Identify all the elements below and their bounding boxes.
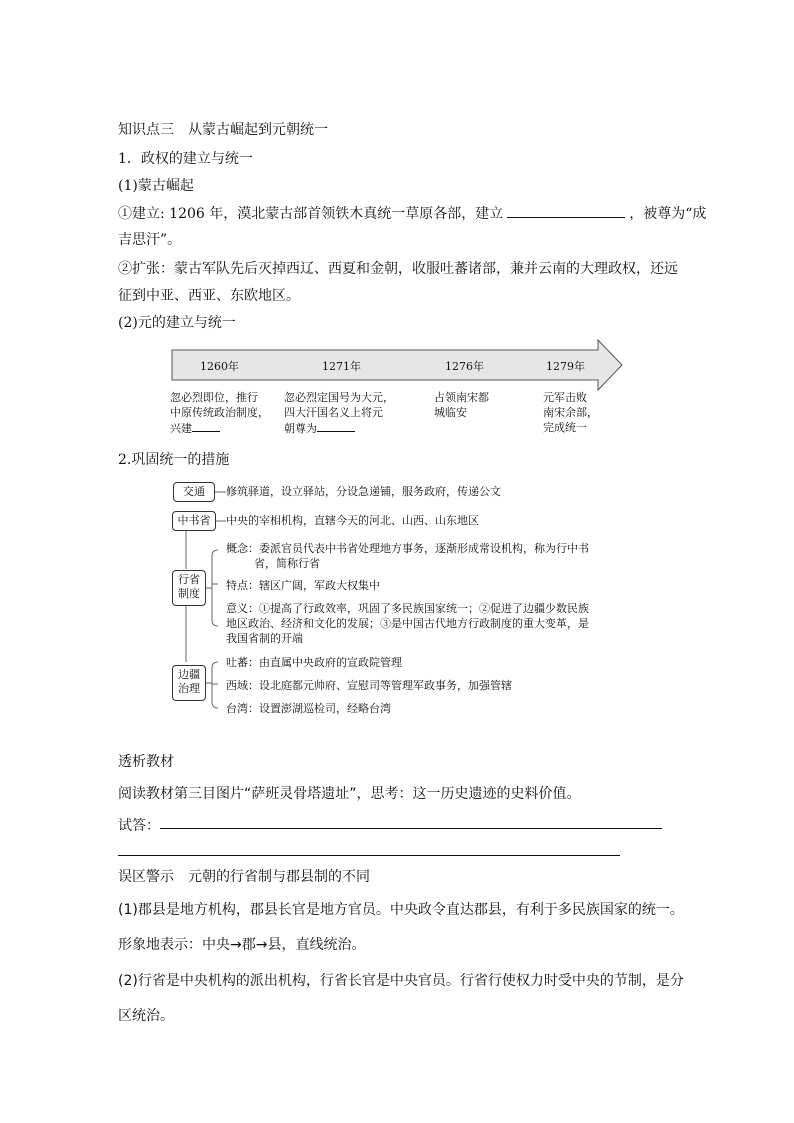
- event-1276: [434, 390, 489, 420]
- box-line: 边疆: [178, 668, 200, 681]
- event-line: 占领南宋都: [434, 391, 489, 404]
- event-1279: [543, 390, 598, 435]
- box-line: 制度: [178, 587, 200, 600]
- box-line: 行省: [178, 573, 200, 586]
- analysis-question: 阅读教材第三目图片“萨班灵骨塔遗址”，思考：这一历史遗迹的史料价值。: [118, 786, 581, 802]
- event-line: 忽必烈定国号为大元，: [284, 391, 394, 404]
- heading-1-2: (2)元的建立与统一: [118, 315, 236, 331]
- transport-text: 修筑驿道，设立驿站，分设急递铺，服务政府，传递公文: [226, 485, 501, 498]
- year-1279: 1279年: [546, 360, 585, 373]
- section-title: 知识点三 从蒙古崛起到元朝统一: [118, 122, 328, 138]
- measures-title: 2.巩固统一的措施: [118, 452, 230, 468]
- event-line: 四大汗国名义上将元: [284, 406, 383, 419]
- warning-point-1: (1)郡县是地方机构，郡县长官是地方官员。中央政令直达郡县，有利于多民族国家的统一。: [118, 902, 684, 918]
- xingsheng-meaning: [226, 601, 589, 646]
- event-line: 南宋余部，: [543, 406, 598, 419]
- meaning-line: 我国省制的开端: [226, 632, 303, 645]
- heading-1: 1．政权的建立与统一: [118, 151, 253, 167]
- paragraph-expand-a: ②扩张：蒙古军队先后灭掉西辽、西夏和金朝，收服吐蕃诸部，兼并云南的大理政权，还远: [118, 261, 678, 277]
- answer-line-1[interactable]: [160, 828, 662, 829]
- event-1260: [170, 390, 269, 436]
- paragraph-establish-b: ，被尊为“成: [629, 206, 707, 222]
- paragraph-expand-b: 征到中亚、西亚、东欧地区。: [118, 288, 300, 304]
- tubo-text: 吐蕃：由直属中央政府的宣政院管理: [226, 656, 402, 669]
- xingsheng-concept: [226, 541, 589, 571]
- event-line: 元军击败: [543, 391, 587, 404]
- event-line: 忽必烈即位，推行: [170, 391, 258, 404]
- analysis-title: 透析教材: [118, 754, 174, 770]
- event-line: 城临安: [434, 406, 467, 419]
- box-line: 治理: [178, 682, 200, 695]
- box-zhongshu: 中书省: [172, 511, 216, 531]
- event-line: 兴建: [170, 420, 269, 436]
- event-line: 完成统一: [543, 421, 587, 434]
- warning-point-3a: (2)行省是中央机构的派出机构，行省长官是中央官员。行省行使权力时受中央的节制，是分: [118, 973, 684, 989]
- warning-title: 误区警示 元朝的行省制与郡县制的不同: [118, 869, 370, 885]
- box-bianjiang: [172, 665, 206, 701]
- event-1271: [284, 390, 394, 436]
- concept-line: 概念：委派官员代表中书省处理地方事务，逐渐形成常设机构，称为行中书: [226, 542, 589, 555]
- year-1260: 1260年: [200, 360, 239, 373]
- taiwan-text: 台湾：设置澎湖巡检司，经略台湾: [226, 702, 391, 715]
- meaning-line: 意义：①提高了行政效率，巩固了多民族国家统一；②促进了边疆少数民族: [226, 602, 589, 615]
- event-line: 朝尊为: [284, 420, 394, 436]
- concept-line: 省，简称行省: [254, 557, 320, 570]
- box-transport: 交通: [173, 482, 215, 502]
- zhongshu-text: 中央的宰相机构，直辖今天的河北、山西、山东地区: [226, 514, 479, 527]
- box-xingsheng: [172, 570, 206, 606]
- year-1276: 1276年: [445, 360, 484, 373]
- heading-1-1: (1)蒙古崛起: [118, 178, 194, 194]
- year-1271: 1271年: [322, 360, 361, 373]
- answer-label: 试答：: [118, 818, 160, 834]
- fill-blank[interactable]: [507, 203, 625, 218]
- answer-line-2[interactable]: [118, 855, 620, 856]
- warning-point-3b: 区统治。: [118, 1008, 174, 1024]
- fill-blank[interactable]: [192, 420, 220, 432]
- paragraph-establish-a: ①建立: 1206 年，漠北蒙古部首领铁木真统一草原各部，建立: [118, 206, 504, 222]
- event-line: 中原传统政治制度，: [170, 406, 269, 419]
- meaning-line: 地区政治、经济和文化的发展；③是中国古代地方行政制度的重大变革，是: [226, 617, 589, 630]
- paragraph-establish: [118, 203, 706, 224]
- fill-blank[interactable]: [317, 420, 355, 432]
- paragraph-establish-c: 吉思汗”。: [118, 232, 182, 248]
- xingsheng-feature: 特点：辖区广阔，军政大权集中: [226, 579, 380, 592]
- xiyu-text: 西域：设北庭都元帅府、宣慰司等管理军政事务，加强管辖: [226, 679, 512, 692]
- warning-point-2: 形象地表示：中央→郡→县，直线统治。: [118, 937, 366, 953]
